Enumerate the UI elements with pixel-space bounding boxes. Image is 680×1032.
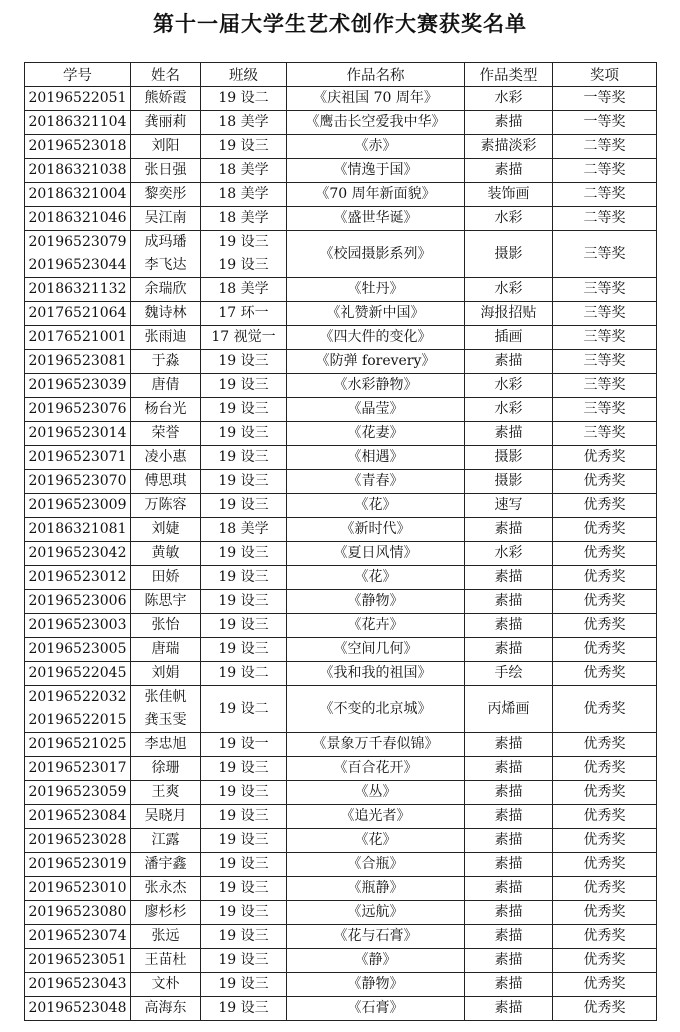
table-row — [25, 326, 657, 350]
table-row — [25, 518, 657, 542]
student-id-cell: 20196523006 — [25, 590, 131, 614]
award-cell: 优秀奖 — [553, 829, 657, 853]
award-cell: 一等奖 — [553, 87, 657, 111]
class-cell: 19 设三 — [201, 853, 287, 877]
student-id-cell: 20196523051 — [25, 949, 131, 973]
work-title-cell: 《百合花开》 — [287, 757, 465, 781]
student-name-cell: 江露 — [131, 829, 201, 853]
work-title-cell: 《情逸于国》 — [287, 159, 465, 183]
table-row — [25, 853, 657, 877]
work-title-cell: 《盛世华诞》 — [287, 207, 465, 231]
student-id-cell: 20196522045 — [25, 662, 131, 686]
award-cell: 三等奖 — [553, 350, 657, 374]
award-cell: 优秀奖 — [553, 997, 657, 1021]
work-type-cell: 丙烯画 — [465, 686, 553, 733]
award-cell: 优秀奖 — [553, 542, 657, 566]
award-cell: 优秀奖 — [553, 901, 657, 925]
student-name-cell-line: 张佳帆 — [144, 689, 187, 705]
work-title-cell: 《远航》 — [287, 901, 465, 925]
student-name-cell: 唐倩 — [131, 374, 201, 398]
class-cell: 19 设三 — [201, 350, 287, 374]
table-row — [25, 566, 657, 590]
award-cell: 优秀奖 — [553, 925, 657, 949]
student-name-cell: 张远 — [131, 925, 201, 949]
student-id-cell: 20196523042 — [25, 542, 131, 566]
student-id-cell: 20186321004 — [25, 183, 131, 207]
table-row — [25, 638, 657, 662]
class-cell: 17 视觉一 — [201, 326, 287, 350]
student-name-cell: 张怡 — [131, 614, 201, 638]
class-cell: 19 设三 — [201, 374, 287, 398]
work-type-cell: 素描 — [465, 757, 553, 781]
award-cell: 优秀奖 — [553, 566, 657, 590]
student-name-cell: 刘娟 — [131, 662, 201, 686]
class-cell: 19 设三 — [201, 135, 287, 159]
student-id-cell-line: 20196523079 — [28, 234, 127, 250]
student-name-cell: 刘阳 — [131, 135, 201, 159]
work-type-cell: 素描 — [465, 111, 553, 135]
work-type-cell: 素描 — [465, 853, 553, 877]
student-id-cell: 20186321132 — [25, 278, 131, 302]
class-cell: 19 设二 — [201, 686, 287, 733]
table-row — [25, 781, 657, 805]
class-cell: 19 设三 — [201, 446, 287, 470]
work-type-cell: 海报招贴 — [465, 302, 553, 326]
work-type-cell: 素描 — [465, 973, 553, 997]
work-type-cell: 素描 — [465, 925, 553, 949]
table-row — [25, 183, 657, 207]
table-row — [25, 542, 657, 566]
table-row — [25, 901, 657, 925]
class-cell: 19 设三 — [201, 542, 287, 566]
class-cell: 19 设三 — [201, 877, 287, 901]
student-name-cell: 李忠旭 — [131, 733, 201, 757]
work-title-cell: 《牡丹》 — [287, 278, 465, 302]
student-id-cell: 20186321038 — [25, 159, 131, 183]
award-cell: 优秀奖 — [553, 973, 657, 997]
work-type-cell: 素描 — [465, 159, 553, 183]
table-row — [25, 494, 657, 518]
award-cell: 一等奖 — [553, 111, 657, 135]
header-work-title: 作品名称 — [287, 63, 465, 87]
student-id-cell: 20196522051 — [25, 87, 131, 111]
work-title-cell: 《新时代》 — [287, 518, 465, 542]
table-row — [25, 997, 657, 1021]
student-name-cell: 凌小惠 — [131, 446, 201, 470]
class-cell: 19 设三 — [201, 805, 287, 829]
student-id-cell-line: 20196523044 — [28, 257, 127, 273]
table-row — [25, 614, 657, 638]
student-id-cell — [25, 686, 131, 733]
table-row — [25, 135, 657, 159]
student-name-cell: 龚丽莉 — [131, 111, 201, 135]
student-name-cell: 余瑞欣 — [131, 278, 201, 302]
class-cell: 17 环一 — [201, 302, 287, 326]
table-row — [25, 590, 657, 614]
student-id-cell: 20196523005 — [25, 638, 131, 662]
student-name-cell: 杨台光 — [131, 398, 201, 422]
award-cell: 优秀奖 — [553, 733, 657, 757]
class-cell: 19 设三 — [201, 997, 287, 1021]
work-type-cell: 速写 — [465, 494, 553, 518]
student-id-cell: 20186321046 — [25, 207, 131, 231]
work-title-cell: 《花》 — [287, 566, 465, 590]
class-cell: 19 设三 — [201, 398, 287, 422]
award-cell: 优秀奖 — [553, 686, 657, 733]
student-id-cell: 20196523014 — [25, 422, 131, 446]
work-type-cell: 素描 — [465, 566, 553, 590]
work-title-cell: 《合瓶》 — [287, 853, 465, 877]
class-cell: 18 美学 — [201, 111, 287, 135]
work-type-cell: 水彩 — [465, 374, 553, 398]
work-type-cell: 装饰画 — [465, 183, 553, 207]
class-cell: 19 设一 — [201, 733, 287, 757]
table-header-row — [25, 63, 657, 87]
student-name-cell: 黄敏 — [131, 542, 201, 566]
student-id-cell: 20186321081 — [25, 518, 131, 542]
award-cell: 优秀奖 — [553, 614, 657, 638]
table-row — [25, 302, 657, 326]
class-cell: 18 美学 — [201, 183, 287, 207]
student-id-cell: 20196523043 — [25, 973, 131, 997]
header-student-id: 学号 — [25, 63, 131, 87]
student-name-cell: 吴江南 — [131, 207, 201, 231]
student-id-cell — [25, 231, 131, 278]
student-name-cell: 傅思琪 — [131, 470, 201, 494]
header-award: 奖项 — [553, 63, 657, 87]
student-name-cell: 高海东 — [131, 997, 201, 1021]
work-type-cell: 素描 — [465, 518, 553, 542]
work-title-cell: 《防弹 forevery》 — [287, 350, 465, 374]
work-title-cell: 《静物》 — [287, 973, 465, 997]
class-cell — [201, 231, 287, 278]
work-title-cell: 《四大件的变化》 — [287, 326, 465, 350]
work-type-cell: 水彩 — [465, 398, 553, 422]
student-id-cell: 20196523009 — [25, 494, 131, 518]
work-title-cell: 《鹰击长空爱我中华》 — [287, 111, 465, 135]
table-row — [25, 470, 657, 494]
work-title-cell: 《花》 — [287, 494, 465, 518]
award-cell: 优秀奖 — [553, 638, 657, 662]
table-body — [25, 87, 657, 1021]
work-type-cell: 手绘 — [465, 662, 553, 686]
student-name-cell: 荣誉 — [131, 422, 201, 446]
student-name-cell: 王苗杜 — [131, 949, 201, 973]
table-row — [25, 398, 657, 422]
student-id-cell: 20196523070 — [25, 470, 131, 494]
work-title-cell: 《70 周年新面貌》 — [287, 183, 465, 207]
student-id-cell: 20176521001 — [25, 326, 131, 350]
award-cell: 三等奖 — [553, 231, 657, 278]
student-name-cell: 于淼 — [131, 350, 201, 374]
work-type-cell: 水彩 — [465, 542, 553, 566]
student-name-cell: 张雨迪 — [131, 326, 201, 350]
work-title-cell: 《花卉》 — [287, 614, 465, 638]
class-cell: 19 设三 — [201, 590, 287, 614]
award-cell: 二等奖 — [553, 159, 657, 183]
work-title-cell: 《追光者》 — [287, 805, 465, 829]
student-id-cell: 20196523039 — [25, 374, 131, 398]
work-type-cell: 素描 — [465, 781, 553, 805]
table-row — [25, 877, 657, 901]
student-name-cell: 田娇 — [131, 566, 201, 590]
work-type-cell: 素描 — [465, 614, 553, 638]
work-title-cell: 《空间几何》 — [287, 638, 465, 662]
class-cell: 19 设三 — [201, 614, 287, 638]
award-cell: 三等奖 — [553, 398, 657, 422]
work-type-cell: 素描 — [465, 638, 553, 662]
header-name: 姓名 — [131, 63, 201, 87]
work-type-cell: 素描 — [465, 829, 553, 853]
page-title: 第十一届大学生艺术创作大赛获奖名单 — [153, 12, 527, 36]
work-type-cell: 素描 — [465, 877, 553, 901]
student-id-cell: 20196523019 — [25, 853, 131, 877]
student-id-cell: 20196523012 — [25, 566, 131, 590]
work-type-cell: 摄影 — [465, 231, 553, 278]
table-row — [25, 446, 657, 470]
student-name-cell: 张日强 — [131, 159, 201, 183]
table-row — [25, 111, 657, 135]
work-title-cell: 《水彩静物》 — [287, 374, 465, 398]
work-type-cell: 水彩 — [465, 278, 553, 302]
class-cell: 18 美学 — [201, 159, 287, 183]
award-cell: 三等奖 — [553, 422, 657, 446]
work-type-cell: 素描 — [465, 997, 553, 1021]
work-type-cell: 水彩 — [465, 207, 553, 231]
work-title-cell: 《庆祖国 70 周年》 — [287, 87, 465, 111]
table-row — [25, 973, 657, 997]
student-id-cell: 20196523018 — [25, 135, 131, 159]
award-cell: 三等奖 — [553, 326, 657, 350]
work-title-cell: 《花妻》 — [287, 422, 465, 446]
work-type-cell: 素描 — [465, 422, 553, 446]
award-list-table — [24, 62, 657, 1021]
work-type-cell: 素描 — [465, 350, 553, 374]
class-cell: 19 设三 — [201, 781, 287, 805]
student-name-cell: 魏诗林 — [131, 302, 201, 326]
student-id-cell: 20196523084 — [25, 805, 131, 829]
work-type-cell: 素描 — [465, 590, 553, 614]
award-cell: 优秀奖 — [553, 518, 657, 542]
student-id-cell: 20196523081 — [25, 350, 131, 374]
class-cell-line: 19 设三 — [218, 257, 269, 273]
class-cell: 19 设三 — [201, 949, 287, 973]
header-class: 班级 — [201, 63, 287, 87]
table-row — [25, 805, 657, 829]
class-cell: 19 设三 — [201, 925, 287, 949]
award-cell: 优秀奖 — [553, 470, 657, 494]
table-row — [25, 733, 657, 757]
work-title-cell: 《不变的北京城》 — [287, 686, 465, 733]
class-cell-line: 19 设三 — [218, 234, 269, 250]
work-title-cell: 《青春》 — [287, 470, 465, 494]
work-title-cell: 《晶莹》 — [287, 398, 465, 422]
student-name-cell: 万陈容 — [131, 494, 201, 518]
class-cell: 19 设三 — [201, 829, 287, 853]
work-title-cell: 《石膏》 — [287, 997, 465, 1021]
table-row — [25, 925, 657, 949]
award-cell: 三等奖 — [553, 374, 657, 398]
work-type-cell: 摄影 — [465, 470, 553, 494]
work-title-cell: 《花与石膏》 — [287, 925, 465, 949]
header-work-type: 作品类型 — [465, 63, 553, 87]
table-row — [25, 87, 657, 111]
student-name-cell-line: 成玛璠 — [144, 234, 187, 250]
student-id-cell: 20176521064 — [25, 302, 131, 326]
class-cell: 19 设三 — [201, 973, 287, 997]
work-type-cell: 素描淡彩 — [465, 135, 553, 159]
work-title-cell: 《丛》 — [287, 781, 465, 805]
award-cell: 优秀奖 — [553, 662, 657, 686]
work-title-cell: 《礼赞新中国》 — [287, 302, 465, 326]
student-id-cell: 20196523028 — [25, 829, 131, 853]
award-cell: 三等奖 — [553, 302, 657, 326]
student-id-cell: 20196523010 — [25, 877, 131, 901]
table-row — [25, 662, 657, 686]
class-cell: 19 设三 — [201, 901, 287, 925]
student-id-cell: 20196523076 — [25, 398, 131, 422]
award-cell: 优秀奖 — [553, 494, 657, 518]
award-cell: 三等奖 — [553, 278, 657, 302]
table-row — [25, 159, 657, 183]
work-type-cell: 素描 — [465, 733, 553, 757]
award-cell: 优秀奖 — [553, 781, 657, 805]
table-row — [25, 829, 657, 853]
student-id-cell: 20196523059 — [25, 781, 131, 805]
table-row — [25, 350, 657, 374]
class-cell: 19 设三 — [201, 470, 287, 494]
class-cell: 18 美学 — [201, 518, 287, 542]
class-cell: 19 设三 — [201, 638, 287, 662]
student-name-cell: 潘宇鑫 — [131, 853, 201, 877]
student-name-cell: 吴晓月 — [131, 805, 201, 829]
class-cell: 19 设二 — [201, 662, 287, 686]
work-type-cell: 素描 — [465, 805, 553, 829]
class-cell: 19 设三 — [201, 494, 287, 518]
class-cell: 18 美学 — [201, 278, 287, 302]
work-type-cell: 素描 — [465, 949, 553, 973]
class-cell: 19 设三 — [201, 566, 287, 590]
award-cell: 优秀奖 — [553, 853, 657, 877]
student-id-cell: 20196523080 — [25, 901, 131, 925]
student-name-cell: 唐瑞 — [131, 638, 201, 662]
award-cell: 二等奖 — [553, 207, 657, 231]
work-title-cell: 《景象万千春似锦》 — [287, 733, 465, 757]
work-title-cell: 《相遇》 — [287, 446, 465, 470]
award-cell: 优秀奖 — [553, 757, 657, 781]
table-row — [25, 757, 657, 781]
work-type-cell: 插画 — [465, 326, 553, 350]
student-id-cell: 20196523071 — [25, 446, 131, 470]
work-type-cell: 摄影 — [465, 446, 553, 470]
student-name-cell-line: 龚玉雯 — [144, 712, 187, 728]
work-title-cell: 《我和我的祖国》 — [287, 662, 465, 686]
student-name-cell: 黎奕彤 — [131, 183, 201, 207]
award-cell: 优秀奖 — [553, 949, 657, 973]
work-title-cell: 《瓶静》 — [287, 877, 465, 901]
student-name-cell: 廖杉杉 — [131, 901, 201, 925]
work-type-cell: 素描 — [465, 901, 553, 925]
work-type-cell: 水彩 — [465, 87, 553, 111]
student-id-cell: 20186321104 — [25, 111, 131, 135]
work-title-cell: 《静物》 — [287, 590, 465, 614]
student-name-cell: 徐珊 — [131, 757, 201, 781]
student-id-cell: 20196521025 — [25, 733, 131, 757]
work-title-cell: 《夏日风情》 — [287, 542, 465, 566]
class-cell: 19 设二 — [201, 87, 287, 111]
table-row — [25, 374, 657, 398]
award-cell: 二等奖 — [553, 135, 657, 159]
work-title-cell: 《校园摄影系列》 — [287, 231, 465, 278]
table-row — [25, 686, 657, 733]
student-id-cell-line: 20196522015 — [28, 712, 127, 728]
student-id-cell: 20196523074 — [25, 925, 131, 949]
class-cell: 18 美学 — [201, 207, 287, 231]
student-name-cell: 张永杰 — [131, 877, 201, 901]
class-cell: 19 设三 — [201, 422, 287, 446]
student-name-cell: 刘婕 — [131, 518, 201, 542]
table-row — [25, 207, 657, 231]
class-cell: 19 设三 — [201, 757, 287, 781]
student-name-cell: 文朴 — [131, 973, 201, 997]
student-id-cell: 20196523048 — [25, 997, 131, 1021]
table-row — [25, 949, 657, 973]
award-cell: 优秀奖 — [553, 877, 657, 901]
table-row — [25, 231, 657, 278]
work-title-cell: 《静》 — [287, 949, 465, 973]
table-row — [25, 422, 657, 446]
award-cell: 优秀奖 — [553, 590, 657, 614]
table-row — [25, 278, 657, 302]
student-id-cell: 20196523003 — [25, 614, 131, 638]
award-cell: 优秀奖 — [553, 446, 657, 470]
student-name-cell — [131, 231, 201, 278]
award-cell: 二等奖 — [553, 183, 657, 207]
work-title-cell: 《花》 — [287, 829, 465, 853]
student-name-cell-line: 李飞达 — [144, 257, 187, 273]
student-id-cell-line: 20196522032 — [28, 689, 127, 705]
work-title-cell: 《赤》 — [287, 135, 465, 159]
student-name-cell — [131, 686, 201, 733]
award-cell: 优秀奖 — [553, 805, 657, 829]
student-id-cell: 20196523017 — [25, 757, 131, 781]
student-name-cell: 陈思宇 — [131, 590, 201, 614]
student-name-cell: 王爽 — [131, 781, 201, 805]
student-name-cell: 熊娇霞 — [131, 87, 201, 111]
